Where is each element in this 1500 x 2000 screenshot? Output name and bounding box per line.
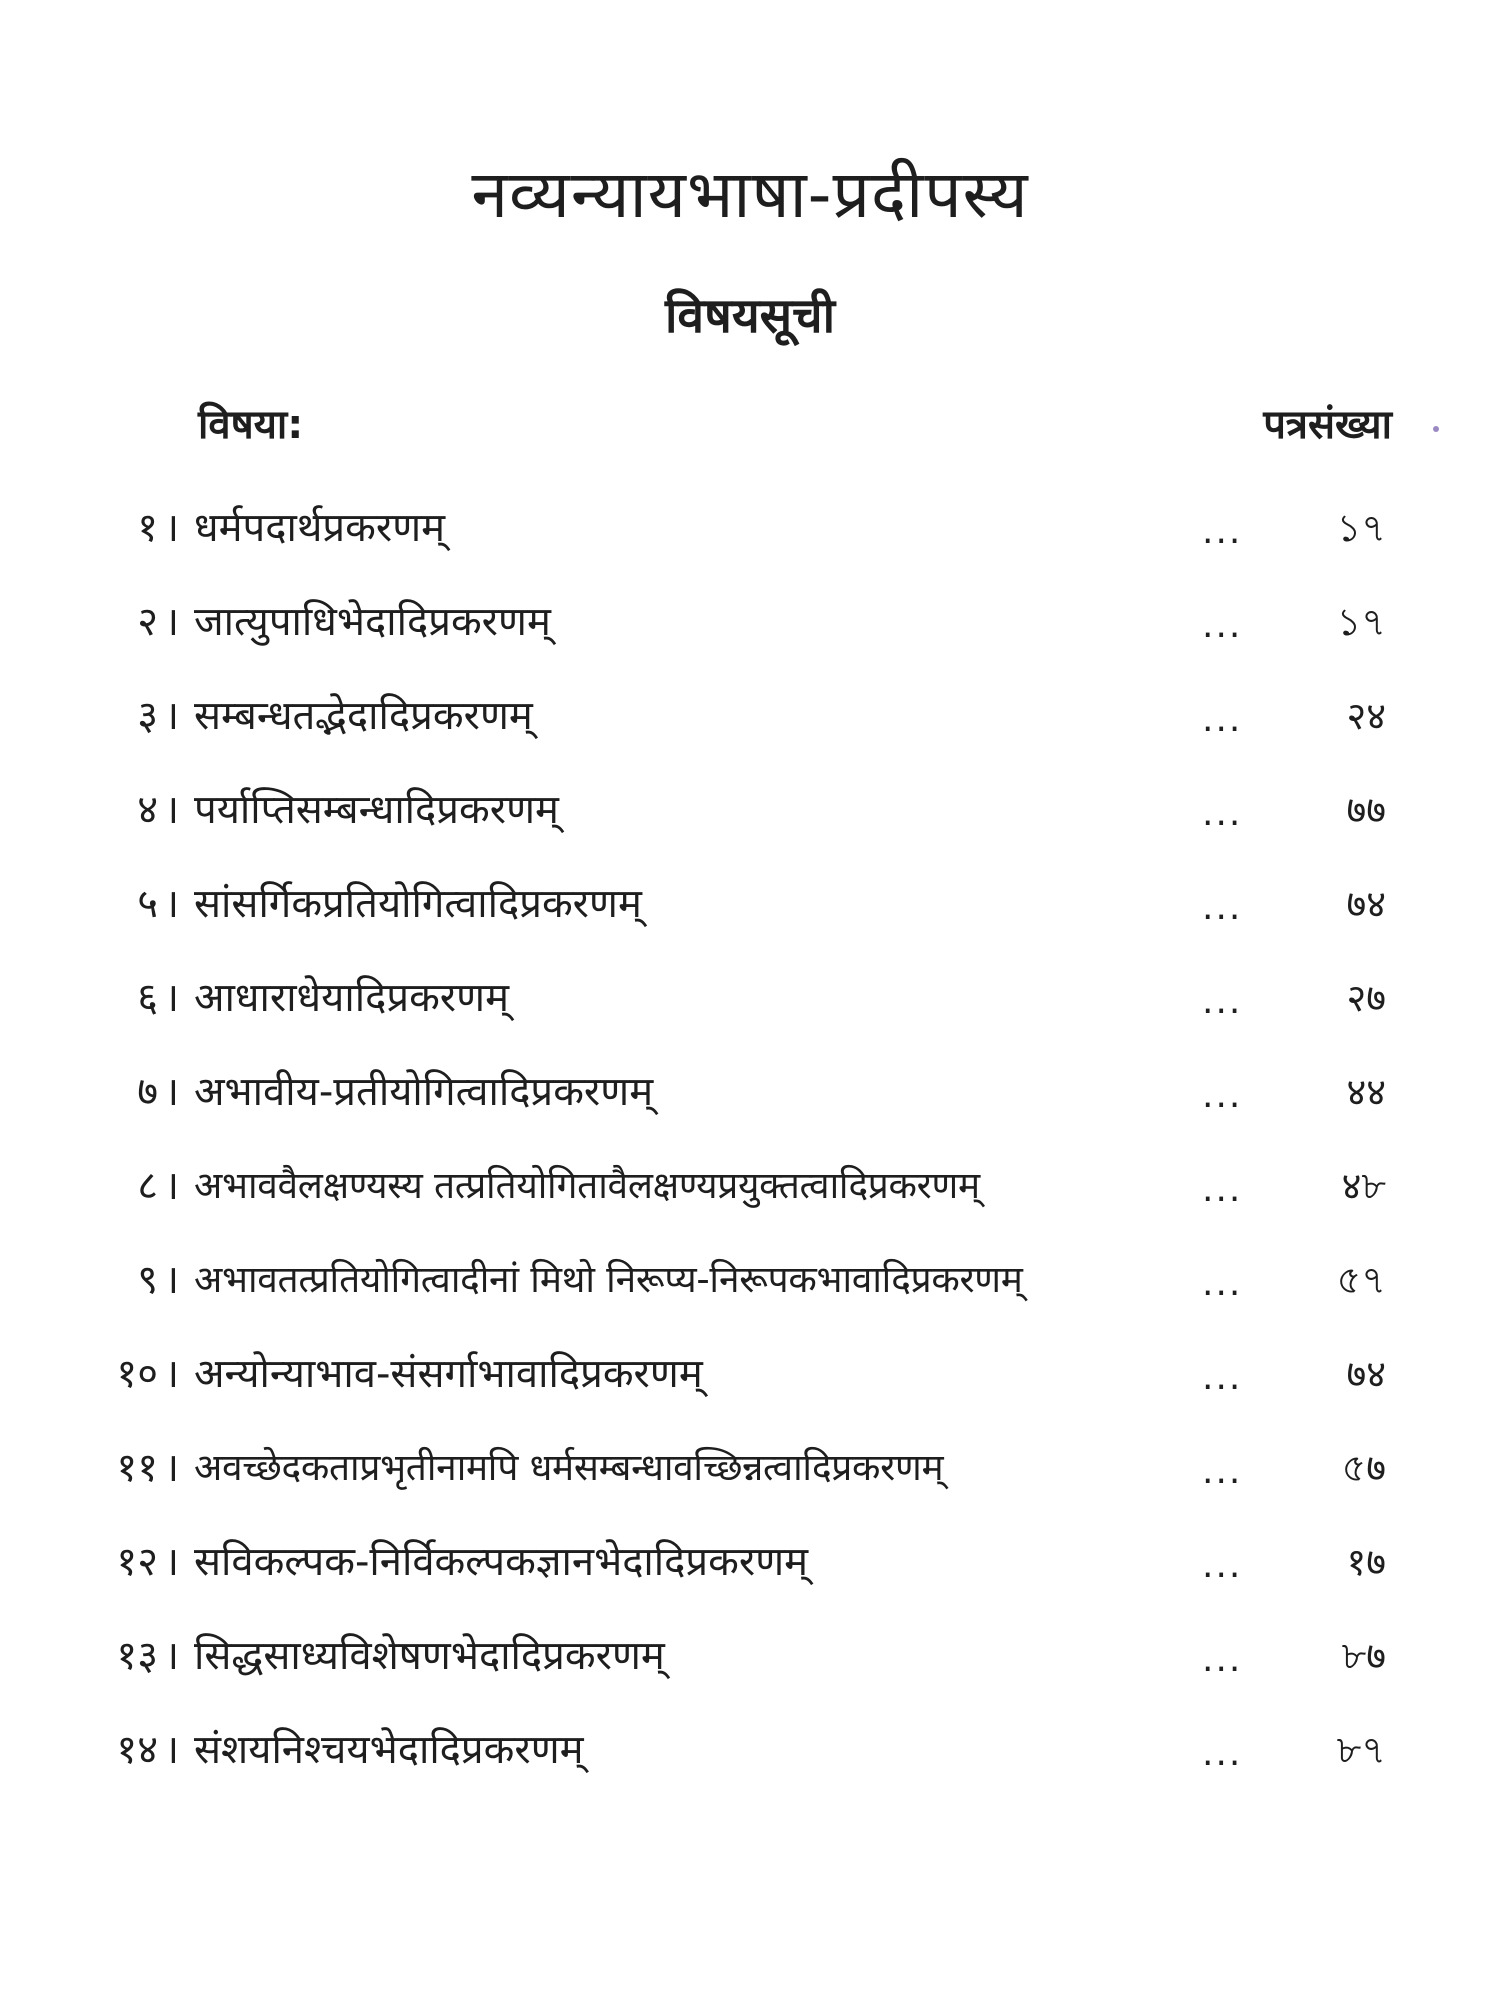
toc-entry [0,1626,1500,1720]
toc-entry [0,1532,1500,1626]
entry-number: ५ [137,881,158,927]
entry-page-number: ৮৭ [1336,1728,1386,1772]
dot-leader: ... [1202,1545,1243,1586]
entry-number: ११ [116,1445,158,1491]
entry-page-number: ১৭ [1336,506,1386,550]
dot-leader: ... [1202,1169,1243,1210]
dot-leader: ... [1202,981,1243,1022]
dot-leader: ... [1202,1075,1243,1116]
entry-page-number: ৫७ [1341,1446,1386,1490]
entry-number: ६ [137,975,158,1021]
entry-number: ३ [137,693,158,739]
entry-topic: संशयनिश्चयभेदादिप्रकरणम् [194,1727,584,1773]
topic-column-header: विषया: [198,402,304,448]
dot-leader: ... [1202,511,1243,552]
dot-leader: ... [1202,1357,1243,1398]
toc-entry [0,1250,1500,1344]
danda-separator: । [164,693,180,739]
entry-number: ९ [137,1257,158,1303]
dot-leader: ... [1202,1639,1243,1680]
danda-separator: । [164,1727,180,1773]
entry-number: १० [116,1351,158,1397]
danda-separator: । [164,975,180,1021]
entry-page-number: ७७ [1346,788,1386,832]
entry-page-number: ১৭ [1336,600,1386,644]
entry-topic: अभावीय-प्रतीयोगित्वादिप्रकरणम् [194,1069,654,1115]
toc-entry [0,592,1500,686]
entry-page-number: ৫৭ [1336,1258,1386,1302]
danda-separator: । [164,1539,180,1585]
entry-topic: अभाववैलक्षण्यस्य तत्प्रतियोगितावैलक्षण्यप्रयुक्तत्वादिप्रकरणम् [194,1164,980,1207]
entry-topic: जात्युपाधिभेदादिप्रकरणम् [194,599,551,645]
toc-entry [0,874,1500,968]
book-title: नव्यन्यायभाषा-प्रदीपस्य [471,156,1029,233]
toc-entry [0,1062,1500,1156]
entry-page-number: ৮७ [1341,1634,1386,1678]
entry-number: १ [137,505,158,551]
table-of-contents [0,498,1500,1814]
entry-topic: धर्मपदार्थप्रकरणम् [194,505,446,551]
dot-leader: ... [1202,887,1243,928]
dot-leader: ... [1202,1733,1243,1774]
entry-number: २ [137,599,158,645]
dot-leader: ... [1202,1263,1243,1304]
toc-entry [0,1344,1500,1438]
toc-entry [0,780,1500,874]
entry-topic: अवच्छेदकताप्रभृतीनामपि धर्मसम्बन्धावच्छिन्नत्वादिप्रकरणम् [194,1446,944,1489]
toc-entry [0,686,1500,780]
section-heading: विषयसूची [664,288,836,344]
danda-separator: । [164,1163,180,1209]
entry-page-number: ४৮ [1341,1164,1386,1208]
dot-leader: ... [1202,605,1243,646]
toc-entry [0,968,1500,1062]
danda-separator: । [164,1351,180,1397]
entry-number: ४ [137,787,158,833]
danda-separator: । [164,1069,180,1115]
entry-page-number: ४४ [1346,1070,1386,1114]
ink-speck [1433,426,1439,432]
entry-topic: सम्बन्धतद्भेदादिप्रकरणम् [194,693,533,739]
danda-separator: । [164,1445,180,1491]
danda-separator: । [164,1633,180,1679]
entry-number: १३ [116,1633,158,1679]
entry-topic: आधाराधेयादिप्रकरणम् [194,975,509,1021]
entry-number: १४ [116,1727,158,1773]
toc-entry [0,498,1500,592]
entry-page-number: २४ [1346,694,1386,738]
entry-page-number: ७४ [1346,1352,1386,1396]
entry-page-number: १७ [1346,1540,1386,1584]
entry-page-number: ७४ [1346,882,1386,926]
entry-topic: सिद्धसाध्यविशेषणभेदादिप्रकरणम् [194,1633,665,1679]
entry-topic: अभावतत्प्रतियोगित्वादीनां मिथो निरूप्य-निरूपकभावादिप्रकरणम् [194,1258,1023,1301]
entry-topic: पर्याप्तिसम्बन्धादिप्रकरणम् [194,787,559,833]
entry-topic: सविकल्पक-निर्विकल्पकज्ञानभेदादिप्रकरणम् [194,1539,809,1585]
toc-entry [0,1156,1500,1250]
page-column-header: पत्रसंख्या [1263,402,1392,448]
toc-entry [0,1720,1500,1814]
entry-number: ८ [137,1163,158,1209]
entry-topic: सांसर्गिकप्रतियोगित्वादिप्रकरणम् [194,881,642,927]
entry-number: १२ [116,1539,158,1585]
danda-separator: । [164,881,180,927]
entry-topic: अन्योन्याभाव-संसर्गाभावादिप्रकरणम् [194,1351,703,1397]
dot-leader: ... [1202,699,1243,740]
danda-separator: । [164,505,180,551]
toc-entry [0,1438,1500,1532]
entry-page-number: २७ [1346,976,1386,1020]
entry-number: ७ [137,1069,158,1115]
dot-leader: ... [1202,1451,1243,1492]
danda-separator: । [164,599,180,645]
danda-separator: । [164,1257,180,1303]
dot-leader: ... [1202,793,1243,834]
danda-separator: । [164,787,180,833]
